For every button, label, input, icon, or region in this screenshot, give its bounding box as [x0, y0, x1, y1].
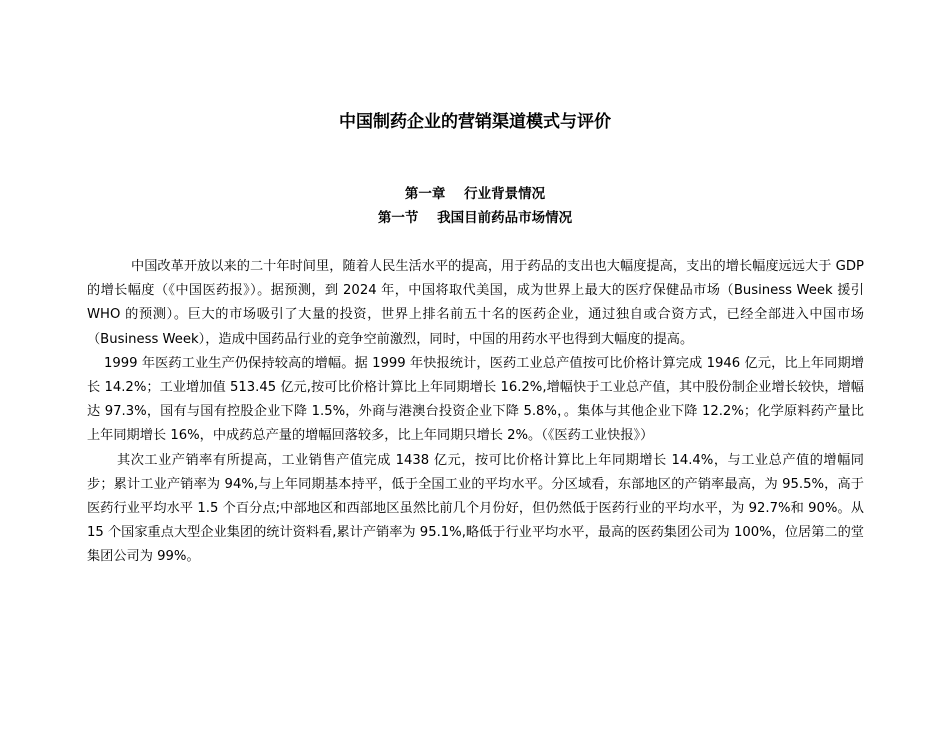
document-body [87, 255, 864, 570]
body-paragraph: 中国改革开放以来的二十年时间里，随着人民生活水平的提高，用于药品的支出也大幅度提高，支出的增长幅度远远大于 GDP 的增长幅度（《中国医药报》）。据预测，到 2024 年，中国将取代美国，成为世界上最大的医疗保健品市场（Business Week 援引 WHO 的预测）。巨大的市场吸引了大量的投资，世界上排名前五十名的医药企业，通过独自或合资方式，已经全部进入中国市场（Business Week），造成中国药品行业的竞争空前激烈，同时，中国的用药水平也得到大幅度的提高。 [87, 259, 864, 347]
body-paragraph: 其次工业产销率有所提高，工业销售产值完成 1438 亿元，按可比价格计算比上年同期增长 14.4%，与工业总产值的增幅同步；累计工业产销率为 94%,与上年同期基本持平，低于全国工业的平均水平。分区域看，东部地区的产销率最高，为 95.5%，高于医药行业平均水平 1.5 个百分点;中部地区和西部地区虽然比前几个月份好，但仍然低于医药行业的平均水平，为 92.7%和 90%。从 15 个国家重点大型企业集团的统计资料看,累计产销率为 95.1%,略低于行业平均水平，最高的医药集团公司为 100%，位居第二的堂集团公司为 99%。 [87, 452, 864, 565]
chapter-heading: 第一章 行业背景情况 [404, 186, 546, 202]
document-title: 中国制药企业的营销渠道模式与评价 [339, 112, 611, 132]
section-heading: 第一节 我国目前药品市场情况 [377, 210, 573, 226]
body-paragraph: 1999 年医药工业生产仍保持较高的增幅。据 1999 年快报统计，医药工业总产值按可比价格计算完成 1946 亿元，比上年同期增长 14.2%；工业增加值 513.45 亿元,按可比价格计算比上年同期增长 16.2%,增幅快于工业总产值，其中股份制企业增长较快，增幅达 97.3%，国有与国有控股企业下降 1.5%，外商与港澳台投资企业下降 5.8%，。集体与其他企业下降 12.2%；化学原料药产量比上年同期增长 16%，中成药总产量的增幅回落较多，比上年同期只增长 2%。（《医药工业快报》） [87, 355, 864, 444]
